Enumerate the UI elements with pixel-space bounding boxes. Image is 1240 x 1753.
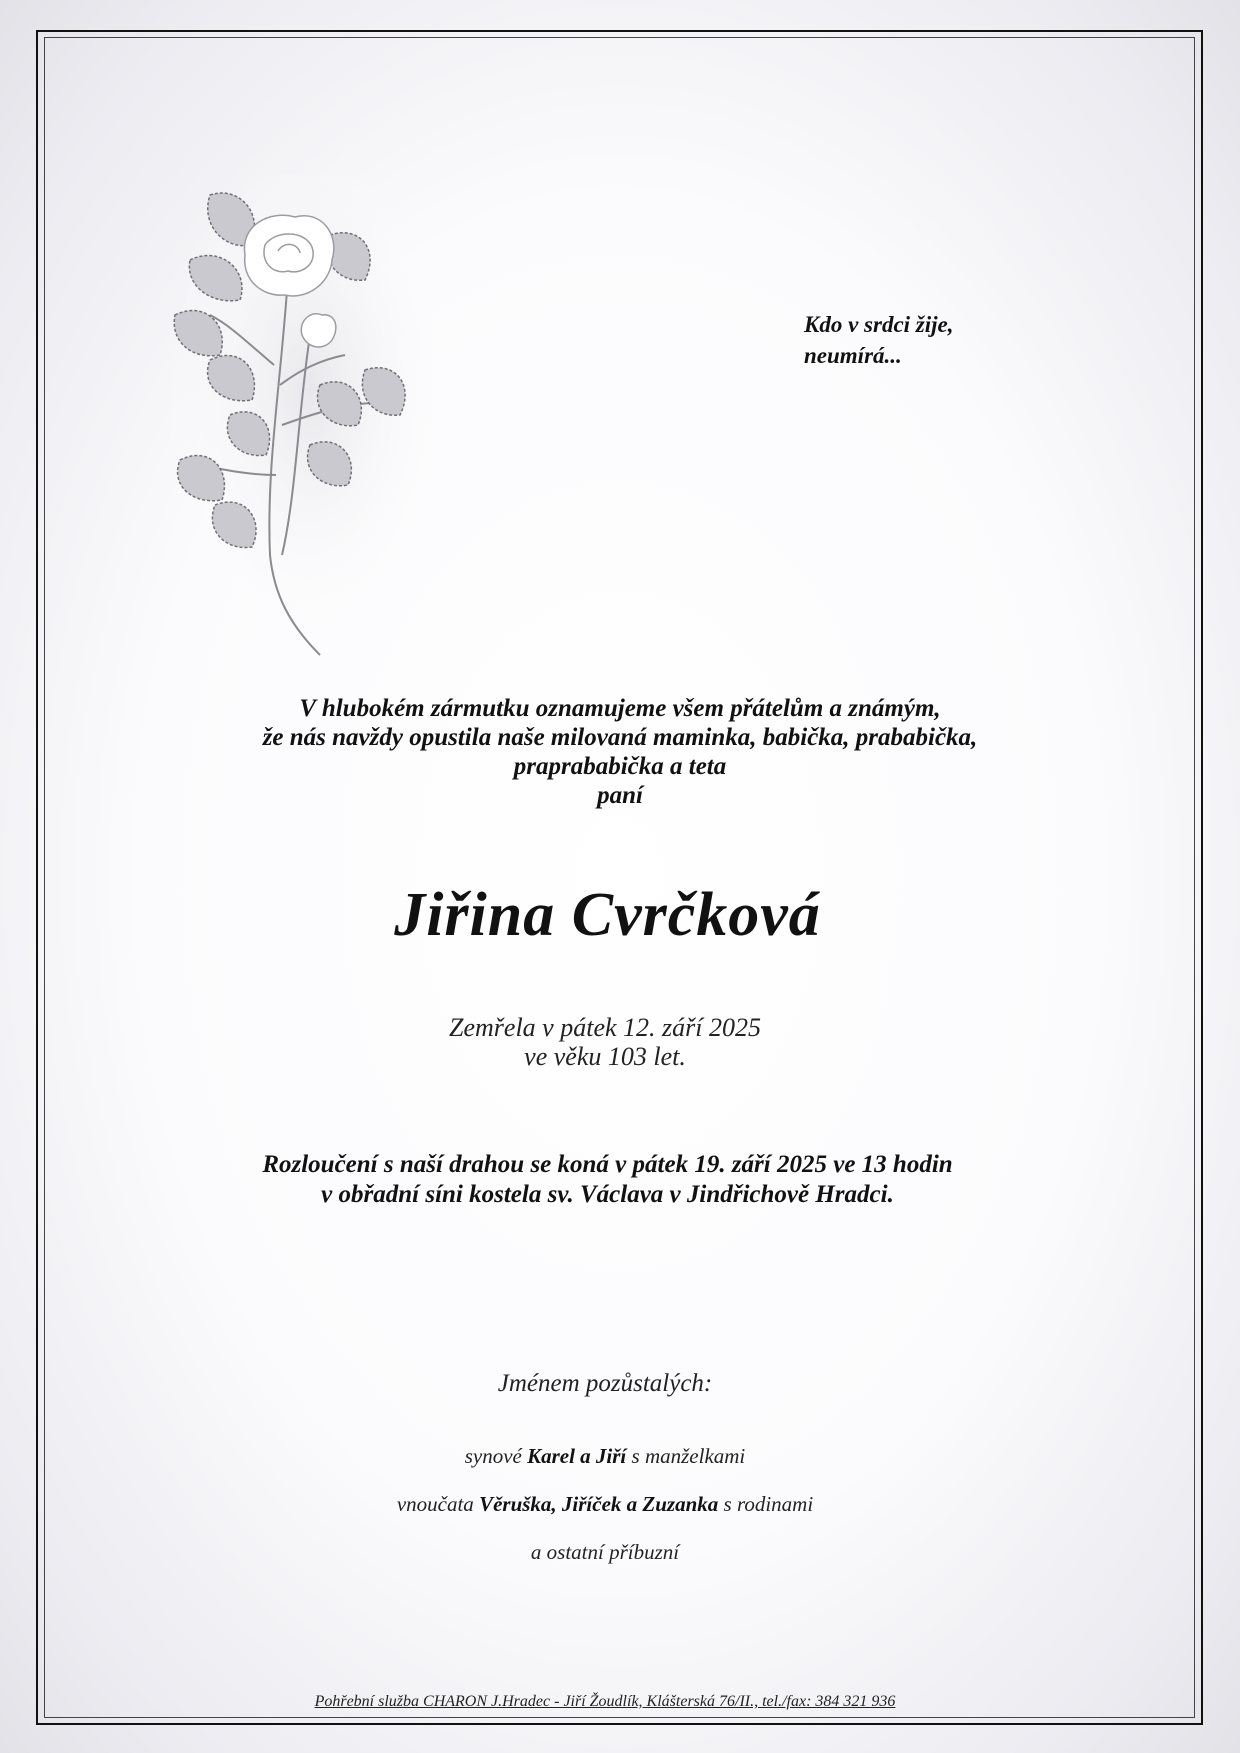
announcement-line: praprababička a teta [513,753,727,780]
white-rose-icon [170,175,450,670]
farewell-line: Rozloučení s naší drahou se koná v pátek 19. září 2025 ve 13 hodin [262,1151,953,1178]
survivor-suffix: s rodinami [723,1492,814,1516]
announcement [100,694,1140,810]
farewell-info [100,1150,1115,1210]
funeral-service-footer: Pohřební služba CHARON J.Hradec - Jiří Žoudlík, Klášterská 76/II., tel./fax: 384 321 936 [314,1693,896,1710]
survivors-title: Jménem pozůstalých: [497,1370,713,1397]
motto-line: Kdo v srdci žije, [804,312,954,337]
announcement-line: paní [597,782,643,809]
death-age: ve věku 103 let. [524,1042,686,1071]
survivor-names: Karel a Jiří [527,1444,627,1468]
motto [804,309,954,371]
survivor-line-grandchildren [100,1492,1110,1517]
survivor-prefix: vnoučata [396,1492,474,1516]
death-info [100,1013,1110,1071]
survivor-line-relatives: a ostatní příbuzní [530,1540,680,1564]
announcement-line: V hlubokém zármutku oznamujeme všem přátelům a známým, [299,695,941,722]
deceased-name: Jiřina Cvrčková [394,881,821,949]
motto-line: neumírá... [804,343,902,368]
survivor-line-sons [100,1444,1110,1469]
announcement-line: že nás navždy opustila naše milovaná maminka, babička, prababička, [262,724,978,751]
survivor-suffix: s manželkami [631,1444,746,1468]
survivor-prefix: synové [464,1444,522,1468]
survivor-names: Věruška, Jiříček a Zuzanka [479,1492,719,1516]
death-date: Zemřela v pátek 12. září 2025 [449,1013,761,1042]
farewell-line: v obřadní síni kostela sv. Václava v Jindřichově Hradci. [321,1181,894,1208]
